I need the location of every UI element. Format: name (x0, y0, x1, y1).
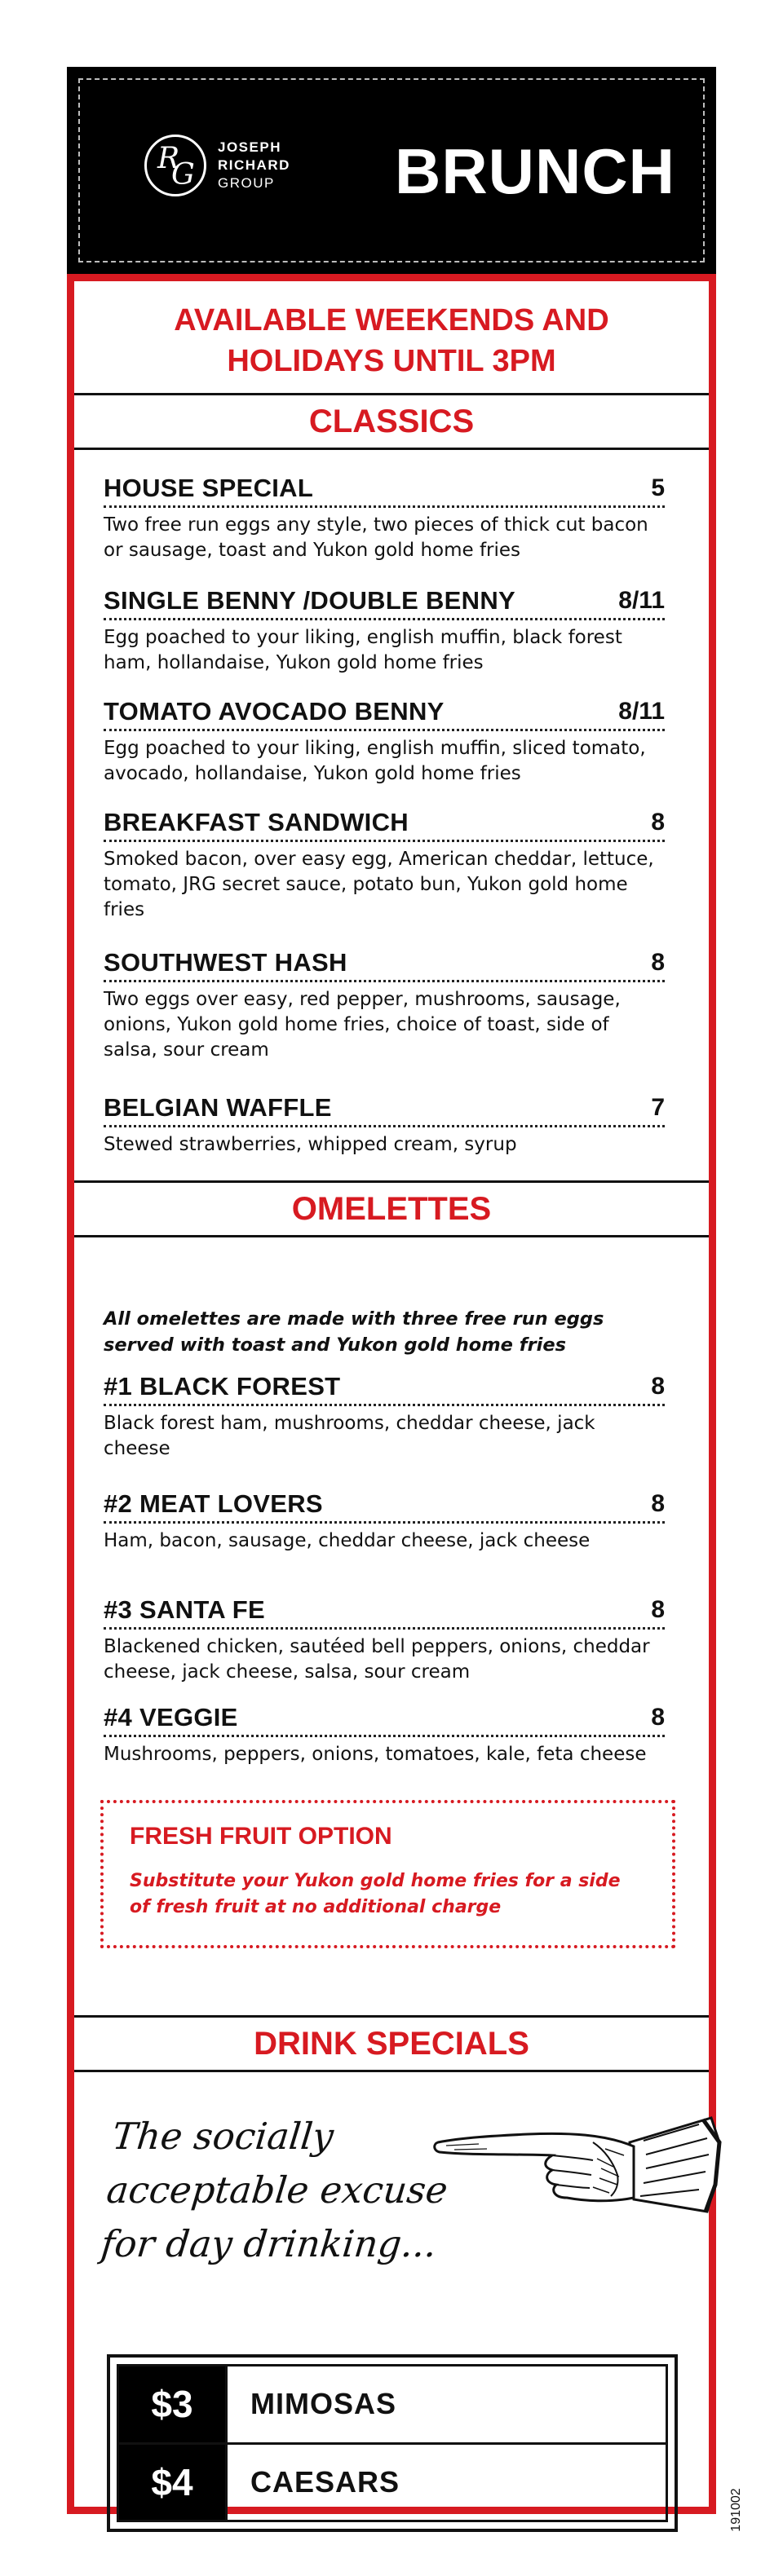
menu-item-price: 8/11 (618, 587, 665, 614)
menu-item-description: Two eggs over easy, red pepper, mushrooms, sausage, onions, Yukon gold home fries, choice of toast, side of salsa, sour cream (104, 989, 621, 1061)
tagline-line-3: for day drinking... (99, 2222, 439, 2265)
menu-item (104, 585, 665, 676)
menu-item-header (104, 1371, 665, 1406)
jrg-monogram-icon: R G (144, 135, 206, 196)
menu-item-price: 8 (651, 1596, 665, 1623)
menu-item-name: SINGLE BENNY /DOUBLE BENNY (104, 586, 516, 615)
menu-item (104, 473, 665, 563)
menu-item-description: Mushrooms, peppers, onions, tomatoes, kale, feta cheese (104, 1744, 647, 1765)
menu-item-description: Egg poached to your liking, english muffin, black forest ham, hollandaise, Yukon gold home fries (104, 627, 622, 673)
logo-line-3: GROUP (218, 175, 275, 191)
menu-item-header (104, 807, 665, 842)
drink-specials-heading-band (74, 2015, 709, 2072)
menu-item-description: Egg poached to your liking, english muffin, sliced tomato, avocado, hollandaise, Yukon gold home fries (104, 738, 646, 784)
menu-item-header (104, 473, 665, 508)
menu-item-price: 5 (651, 474, 665, 501)
brunch-menu (67, 67, 716, 2514)
menu-item-header (104, 1092, 665, 1127)
fresh-fruit-option-box (100, 1800, 675, 1948)
menu-item-price: 8 (651, 809, 665, 836)
menu-item (104, 1489, 665, 1554)
menu-item (104, 1702, 665, 1767)
omelettes-heading: OMELETTES (291, 1191, 492, 1227)
menu-item (104, 696, 665, 787)
jrg-logo (144, 135, 290, 196)
menu-item-header (104, 1702, 665, 1737)
drinks-tagline (99, 2110, 475, 2271)
document-code (728, 2478, 745, 2543)
frame-top-rule (74, 274, 709, 281)
menu-item-description: Smoked bacon, over easy egg, American cheddar, lettuce, tomato, JRG secret sauce, potato bun, Yukon gold home fries (104, 849, 654, 920)
availability-notice (74, 300, 709, 382)
availability-line-2: HOLIDAYS UNTIL 3PM (227, 344, 556, 378)
tagline-line-2: acceptable excuse (104, 2168, 450, 2212)
menu-item-name: #4 VEGGIE (104, 1703, 238, 1731)
menu-item-name: #3 SANTA FE (104, 1595, 265, 1624)
menu-item-header (104, 947, 665, 982)
menu-item (104, 807, 665, 923)
menu-item-description: Two free run eggs any style, two pieces of thick cut bacon or sausage, toast and Yukon gold home fries (104, 514, 648, 561)
menu-item-name: SOUTHWEST HASH (104, 948, 347, 977)
menu-item-price: 7 (651, 1094, 665, 1121)
menu-item (104, 1092, 665, 1158)
logo-line-1: JOSEPH (218, 139, 281, 155)
drink-specials-heading: DRINK SPECIALS (254, 2026, 529, 2062)
menu-item-price: 8 (651, 1373, 665, 1400)
logo-line-2: RICHARD (218, 157, 290, 173)
menu-item-name: TOMATO AVOCADO BENNY (104, 697, 445, 726)
drink-price: $3 (119, 2366, 225, 2442)
drink-row (119, 2366, 666, 2442)
menu-item (104, 947, 665, 1063)
menu-item (104, 1595, 665, 1685)
fresh-fruit-title: FRESH FRUIT OPTION (130, 1823, 392, 1850)
logo-wordmark (218, 139, 290, 192)
menu-item-name: #2 MEAT LOVERS (104, 1489, 323, 1518)
omelettes-heading-band (74, 1180, 709, 1237)
drink-name: CAESARS (225, 2445, 666, 2521)
classics-heading-band (74, 393, 709, 450)
drink-name: MIMOSAS (225, 2366, 666, 2442)
menu-item-header (104, 696, 665, 731)
fresh-fruit-description: Substitute your Yukon gold home fries for a side of fresh fruit at no additional charge (130, 1871, 621, 1917)
pointing-hand-icon (430, 2110, 723, 2224)
tagline-line-1: The socially (110, 2115, 336, 2158)
document-code-text: 191002 (729, 2488, 743, 2532)
menu-item-price: 8 (651, 1490, 665, 1517)
menu-item-name: #1 BLACK FOREST (104, 1372, 341, 1400)
menu-header (67, 67, 716, 274)
availability-line-1: AVAILABLE WEEKENDS AND (174, 303, 609, 337)
menu-item-description: Blackened chicken, sautéed bell peppers, onions, cheddar cheese, jack cheese, salsa, sour cream (104, 1636, 650, 1683)
menu-item-description: Stewed strawberries, whipped cream, syrup (104, 1134, 517, 1155)
menu-title: BRUNCH (395, 135, 675, 207)
menu-item-name: BELGIAN WAFFLE (104, 1093, 332, 1122)
menu-item-price: 8 (651, 1704, 665, 1731)
drink-price: $4 (119, 2445, 225, 2521)
menu-item-header (104, 1595, 665, 1630)
omelettes-note: All omelettes are made with three free run eggs served with toast and Yukon gold home fries (104, 1308, 604, 1356)
classics-heading: CLASSICS (308, 404, 475, 439)
menu-item-name: HOUSE SPECIAL (104, 474, 314, 502)
menu-item (104, 1371, 665, 1462)
menu-item-header (104, 585, 665, 620)
menu-body-frame (67, 274, 716, 2514)
drink-specials-table (107, 2354, 678, 2532)
menu-item-header (104, 1489, 665, 1524)
menu-item-description: Black forest ham, mushrooms, cheddar cheese, jack cheese (104, 1413, 595, 1459)
menu-item-price: 8/11 (618, 698, 665, 725)
menu-item-description: Ham, bacon, sausage, cheddar cheese, jack cheese (104, 1530, 591, 1551)
drink-specials-inner-border (117, 2364, 668, 2522)
menu-item-name: BREAKFAST SANDWICH (104, 808, 409, 836)
drink-row (119, 2442, 666, 2521)
menu-item-price: 8 (651, 949, 665, 976)
